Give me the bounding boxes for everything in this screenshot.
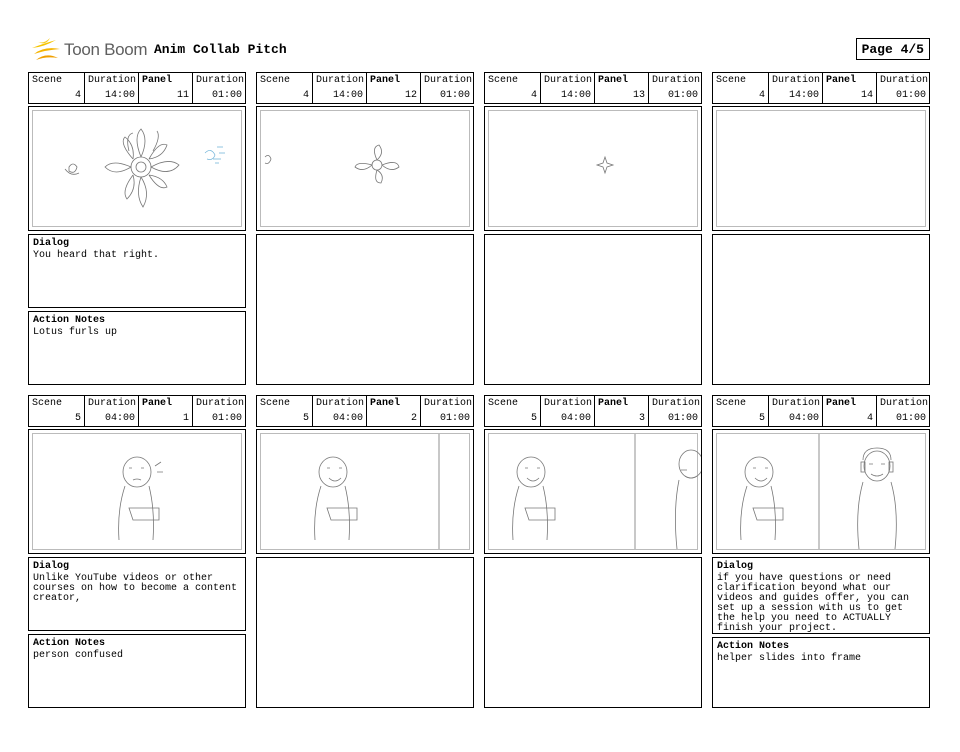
sketch-frame[interactable] [28,106,246,231]
scene-duration-label: Duration [88,398,137,409]
dialog-box[interactable] [256,557,474,708]
dialog-text: Unlike YouTube videos or other courses on how to become a content creator, [33,573,238,604]
scene-duration: 14:00 [788,90,819,101]
scene-duration-label: Duration [316,75,365,86]
action-notes-box[interactable] [28,311,246,385]
panel-meta [256,395,474,427]
panel-duration-label: Duration [196,398,245,409]
sketch-frame[interactable] [28,429,246,554]
scene-duration-label: Duration [544,75,593,86]
panel-duration-label: Duration [196,75,245,86]
sketch-frame[interactable] [256,429,474,554]
panel-number: 1 [182,413,189,424]
dialog-box[interactable] [484,557,702,708]
scene-duration-label: Duration [316,398,365,409]
scene-duration: 04:00 [332,413,363,424]
panel-meta [712,72,930,104]
sketch-frame[interactable] [484,106,702,231]
scene-duration: 14:00 [560,90,591,101]
dialog-label: Dialog [717,561,754,572]
panel-label: Panel [598,398,629,409]
panel-duration-label: Duration [652,75,701,86]
scene-duration-label: Duration [772,75,821,86]
panel-number: 12 [404,90,417,101]
panel-meta [712,395,930,427]
scene-number: 4 [758,90,765,101]
scene-duration: 04:00 [104,413,135,424]
scene-number: 5 [758,413,765,424]
scene-label: Scene [32,398,63,409]
dialog-box[interactable] [256,234,474,385]
scene-number: 5 [302,413,309,424]
panel-duration-label: Duration [880,75,929,86]
scene-number: 5 [530,413,537,424]
action-notes-text: helper slides into frame [717,653,862,664]
panel-duration: 01:00 [439,90,470,101]
panel-label: Panel [370,398,401,409]
panel-label: Panel [142,398,173,409]
action-notes-label: Action Notes [717,641,790,652]
scene-duration: 14:00 [104,90,135,101]
panel-label: Panel [826,75,857,86]
panel-duration: 01:00 [895,90,926,101]
scene-number: 4 [302,90,309,101]
panel-duration-label: Duration [424,75,473,86]
scene-number: 5 [74,413,81,424]
dialog-label: Dialog [33,561,70,572]
panel-number: 4 [866,413,873,424]
scene-duration-label: Duration [88,75,137,86]
sun-burst-icon [30,36,62,64]
panel-duration: 01:00 [667,413,698,424]
panel-meta [484,395,702,427]
scene-label: Scene [260,75,291,86]
person-and-helper-sketch [485,430,701,553]
sketch-frame[interactable] [256,106,474,231]
dialog-text: if you have questions or need clarification beyond what our videos and guides offer, you can set up a session with us to get the help you need to ACTUALLY finish your project. [717,573,910,634]
page-indicator: Page 4/5 [856,38,930,60]
sketch-frame[interactable] [712,106,930,231]
panel-number: 11 [176,90,189,101]
sketch-frame[interactable] [712,429,930,554]
panel-meta [256,72,474,104]
panel-label: Panel [598,75,629,86]
action-notes-text: Lotus furls up [33,327,118,338]
panel-label: Panel [142,75,173,86]
panel-label: Panel [826,398,857,409]
panel-meta [484,72,702,104]
panel-duration: 01:00 [667,90,698,101]
scene-duration-label: Duration [772,398,821,409]
scene-label: Scene [488,398,519,409]
panel-meta [28,72,246,104]
scene-duration-label: Duration [544,398,593,409]
lotus-furled-sketch [257,107,473,230]
panel-number: 3 [638,413,645,424]
page-header [30,34,930,66]
panel-meta [28,395,246,427]
panel-duration-label: Duration [652,398,701,409]
scene-label: Scene [716,398,747,409]
scene-label: Scene [32,75,63,86]
scene-duration: 04:00 [788,413,819,424]
panel-duration-label: Duration [424,398,473,409]
panel-duration: 01:00 [439,413,470,424]
person-smiling-sketch [257,430,473,553]
dialog-label: Dialog [33,238,70,249]
scene-label: Scene [260,398,291,409]
scene-number: 4 [74,90,81,101]
panel-number: 2 [410,413,417,424]
scene-duration: 04:00 [560,413,591,424]
scene-label: Scene [716,75,747,86]
action-notes-label: Action Notes [33,315,106,326]
panel-number: 13 [632,90,645,101]
panel-label: Panel [370,75,401,86]
person-confused-sketch [29,430,245,553]
panel-number: 14 [860,90,873,101]
sketch-frame[interactable] [484,429,702,554]
toon-boom-logo [30,36,150,64]
lotus-sketch [29,107,245,230]
scene-number: 4 [530,90,537,101]
dialog-box[interactable] [28,557,246,631]
action-notes-text: person confused [33,650,124,661]
dialog-text: You heard that right. [33,250,160,261]
panel-duration: 01:00 [211,413,242,424]
panel-duration: 01:00 [895,413,926,424]
sparkle-sketch [485,107,701,230]
action-notes-box[interactable] [28,634,246,708]
project-title: Anim Collab Pitch [154,42,287,57]
dialog-box[interactable] [712,557,930,634]
panel-duration: 01:00 [211,90,242,101]
action-notes-box[interactable] [712,637,930,708]
logo-text: Toon Boom [64,40,148,59]
dialog-box[interactable] [28,234,246,308]
helper-slides-in-sketch [713,430,929,553]
dialog-box[interactable] [484,234,702,385]
dialog-box[interactable] [712,234,930,385]
scene-duration: 14:00 [332,90,363,101]
action-notes-label: Action Notes [33,638,106,649]
panel-duration-label: Duration [880,398,929,409]
scene-label: Scene [488,75,519,86]
